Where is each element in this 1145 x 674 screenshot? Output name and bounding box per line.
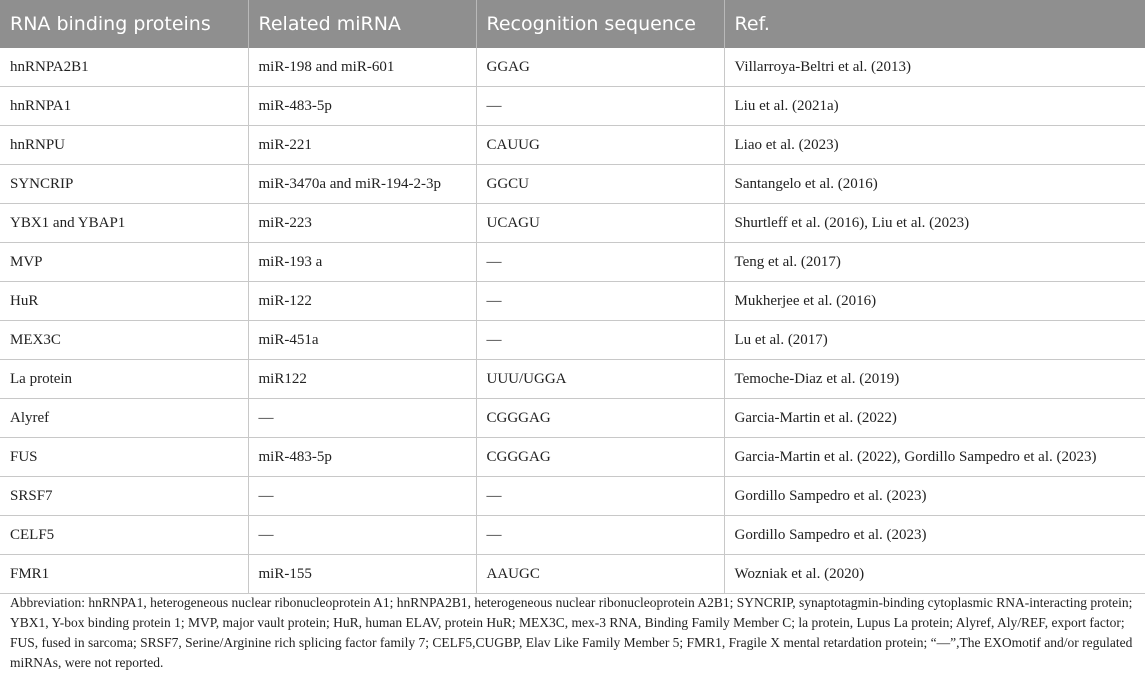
ref-cell: Mukherjee et al. (2016) bbox=[724, 282, 1145, 321]
ref-cell: Teng et al. (2017) bbox=[724, 243, 1145, 282]
table-row bbox=[0, 399, 1145, 438]
protein-cell: Alyref bbox=[0, 399, 248, 438]
protein-cell: hnRNPA1 bbox=[0, 87, 248, 126]
sequence-cell: CAUUG bbox=[476, 126, 724, 165]
ref-cell: Garcia-Martin et al. (2022), Gordillo Sampedro et al. (2023) bbox=[724, 438, 1145, 477]
sequence-cell: GGAG bbox=[476, 48, 724, 87]
table-row bbox=[0, 126, 1145, 165]
sequence-cell: — bbox=[476, 321, 724, 360]
ref-cell: Shurtleff et al. (2016), Liu et al. (2023) bbox=[724, 204, 1145, 243]
table-header bbox=[0, 0, 1145, 48]
table-row bbox=[0, 165, 1145, 204]
protein-cell: YBX1 and YBAP1 bbox=[0, 204, 248, 243]
sequence-cell: — bbox=[476, 243, 724, 282]
ref-cell: Lu et al. (2017) bbox=[724, 321, 1145, 360]
ref-cell: Villarroya-Beltri et al. (2013) bbox=[724, 48, 1145, 87]
table-row bbox=[0, 477, 1145, 516]
sequence-cell: CGGGAG bbox=[476, 399, 724, 438]
protein-cell: hnRNPA2B1 bbox=[0, 48, 248, 87]
mirna-cell: — bbox=[248, 477, 476, 516]
table-row bbox=[0, 360, 1145, 399]
mirna-cell: miR-122 bbox=[248, 282, 476, 321]
table-row bbox=[0, 48, 1145, 87]
protein-cell: FMR1 bbox=[0, 555, 248, 594]
ref-cell: Gordillo Sampedro et al. (2023) bbox=[724, 477, 1145, 516]
mirna-cell: miR-483-5p bbox=[248, 87, 476, 126]
mirna-cell: miR-193 a bbox=[248, 243, 476, 282]
sequence-cell: — bbox=[476, 516, 724, 555]
table-row bbox=[0, 243, 1145, 282]
protein-cell: SYNCRIP bbox=[0, 165, 248, 204]
mirna-cell: miR-155 bbox=[248, 555, 476, 594]
mirna-cell: miR-198 and miR-601 bbox=[248, 48, 476, 87]
mirna-cell: miR-483-5p bbox=[248, 438, 476, 477]
sequence-cell: GGCU bbox=[476, 165, 724, 204]
mirna-cell: miR-451a bbox=[248, 321, 476, 360]
ref-cell: Santangelo et al. (2016) bbox=[724, 165, 1145, 204]
protein-cell: FUS bbox=[0, 438, 248, 477]
protein-cell: MVP bbox=[0, 243, 248, 282]
sequence-cell: — bbox=[476, 87, 724, 126]
sequence-cell: — bbox=[476, 477, 724, 516]
mirna-cell: — bbox=[248, 399, 476, 438]
table-body bbox=[0, 48, 1145, 594]
table-row bbox=[0, 438, 1145, 477]
table-row bbox=[0, 516, 1145, 555]
mirna-cell: miR-221 bbox=[248, 126, 476, 165]
header-rna-binding-proteins: RNA binding proteins bbox=[0, 0, 248, 48]
sequence-cell: UCAGU bbox=[476, 204, 724, 243]
header-recognition-sequence: Recognition sequence bbox=[476, 0, 724, 48]
table-footnote: Abbreviation: hnRNPA1, heterogeneous nuclear ribonucleoprotein A1; hnRNPA2B1, heterogeneous nuclear ribonucleoprotein A2B1; SYNCRIP, synaptotagmin-binding cytoplasmic RNA-interacting protein; YBX1, Y-box binding protein 1; MVP, major vault protein; HuR, human ELAV, protein HuR; MEX3C, mex-3 RNA, Binding Family Member C; la protein, Lupus La protein; Alyref, Aly/REF, export factor; FUS, fused in sarcoma; SRSF7, Serine/Arginine rich splicing factor family 7; CELF5,CUGBP, Elav Like Family Member 5; FMR1, Fragile X mental retardation protein; “—”,The EXOmotif and/or regulated miRNAs, were not reported. bbox=[10, 595, 1133, 670]
mirna-cell: miR-3470a and miR-194-2-3p bbox=[248, 165, 476, 204]
ref-cell: Wozniak et al. (2020) bbox=[724, 555, 1145, 594]
mirna-cell: — bbox=[248, 516, 476, 555]
header-ref: Ref. bbox=[724, 0, 1145, 48]
table-row bbox=[0, 555, 1145, 594]
sequence-cell: CGGGAG bbox=[476, 438, 724, 477]
ref-cell: Gordillo Sampedro et al. (2023) bbox=[724, 516, 1145, 555]
ref-cell: Temoche-Diaz et al. (2019) bbox=[724, 360, 1145, 399]
protein-cell: La protein bbox=[0, 360, 248, 399]
ref-cell: Liu et al. (2021a) bbox=[724, 87, 1145, 126]
protein-cell: hnRNPU bbox=[0, 126, 248, 165]
protein-cell: SRSF7 bbox=[0, 477, 248, 516]
ref-cell: Liao et al. (2023) bbox=[724, 126, 1145, 165]
table-row bbox=[0, 282, 1145, 321]
sequence-cell: — bbox=[476, 282, 724, 321]
protein-cell: HuR bbox=[0, 282, 248, 321]
protein-cell: CELF5 bbox=[0, 516, 248, 555]
protein-cell: MEX3C bbox=[0, 321, 248, 360]
table-row bbox=[0, 321, 1145, 360]
header-related-mirna: Related miRNA bbox=[248, 0, 476, 48]
table-row bbox=[0, 204, 1145, 243]
mirna-cell: miR122 bbox=[248, 360, 476, 399]
sequence-cell: UUU/UGGA bbox=[476, 360, 724, 399]
mirna-cell: miR-223 bbox=[248, 204, 476, 243]
sequence-cell: AAUGC bbox=[476, 555, 724, 594]
header-row bbox=[0, 0, 1145, 48]
table-row bbox=[0, 87, 1145, 126]
ref-cell: Garcia-Martin et al. (2022) bbox=[724, 399, 1145, 438]
